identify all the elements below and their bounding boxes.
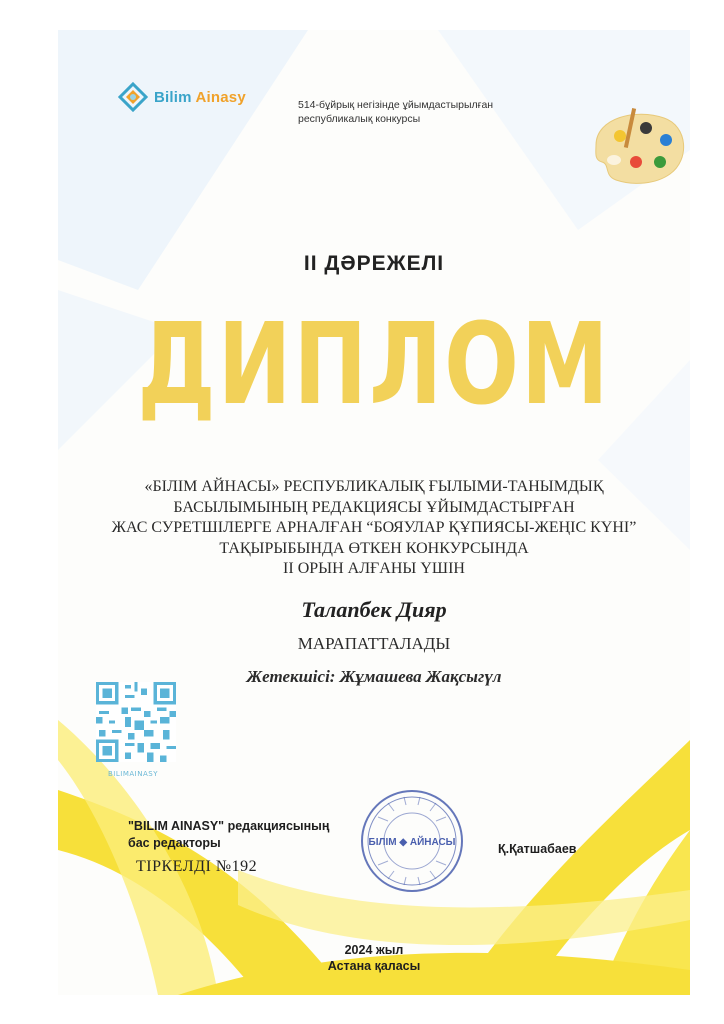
- logo-mark-icon: [118, 82, 148, 112]
- contest-basis-note: [298, 98, 528, 126]
- editor-line-1: "BILIM AINASY" редакциясының: [128, 819, 330, 833]
- stamp-text: БІЛІМ ◆ АЙНАСЫ: [368, 837, 456, 848]
- degree-heading: II ДӘРЕЖЕЛІ: [303, 252, 445, 275]
- description-line: «БІЛІМ АЙНАСЫ» РЕСПУБЛИКАЛЫҚ ҒЫЛЫМИ-ТАНЫМДЫҚ: [144, 478, 604, 495]
- description-line: ЖАС СУРЕТШІЛЕРГЕ АРНАЛҒАН “БОЯУЛАР ҚҰПИЯСЫ-ЖЕҢІС КҮНІ”: [111, 519, 637, 536]
- qr-code[interactable]: [96, 682, 176, 762]
- bilim-ainasy-logo: [118, 82, 246, 112]
- certificate-sheet: [58, 30, 690, 995]
- note-line-2: республикалық конкурсы: [298, 113, 421, 125]
- award-description: [58, 477, 690, 580]
- footer: [58, 942, 690, 974]
- signer-name: Қ.Қатшабаев: [498, 842, 577, 856]
- editor-title: [128, 818, 329, 852]
- editor-line-2: бас редакторы: [128, 836, 221, 850]
- awarded-text: МАРАПАТТАЛАДЫ: [297, 634, 451, 653]
- footer-city: Астана қаласы: [327, 959, 421, 973]
- paint-palette-icon: [586, 100, 690, 200]
- diploma-title: ДИПЛОМ: [137, 298, 611, 430]
- supervisor-line: Жетекшісі: Жұмашева Жақсыгүл: [246, 667, 502, 686]
- official-stamp: [358, 787, 466, 895]
- logo-text-part2: Ainasy: [195, 88, 246, 106]
- registration-number: ТІРКЕЛДІ №192: [136, 858, 258, 875]
- description-line: ІІ ОРЫН АЛҒАНЫ ҮШІН: [283, 560, 465, 577]
- qr-caption: BILIMAINASY: [108, 770, 158, 778]
- footer-year: 2024 жыл: [344, 943, 404, 957]
- note-line-1: 514-бұйрық негізінде ұйымдастырылған: [298, 99, 494, 111]
- logo-text-part1: Bilim: [154, 88, 192, 106]
- description-line: ТАҚЫРЫБЫНДА ӨТКЕН КОНКУРСЫНДА: [219, 539, 529, 557]
- description-line: БАСЫЛЫМЫНЫҢ РЕДАКЦИЯСЫ ҰЙЫМДАСТЫРҒАН: [173, 498, 575, 516]
- recipient-name: Талапбек Дияр: [301, 597, 447, 622]
- logo-text: [154, 89, 246, 106]
